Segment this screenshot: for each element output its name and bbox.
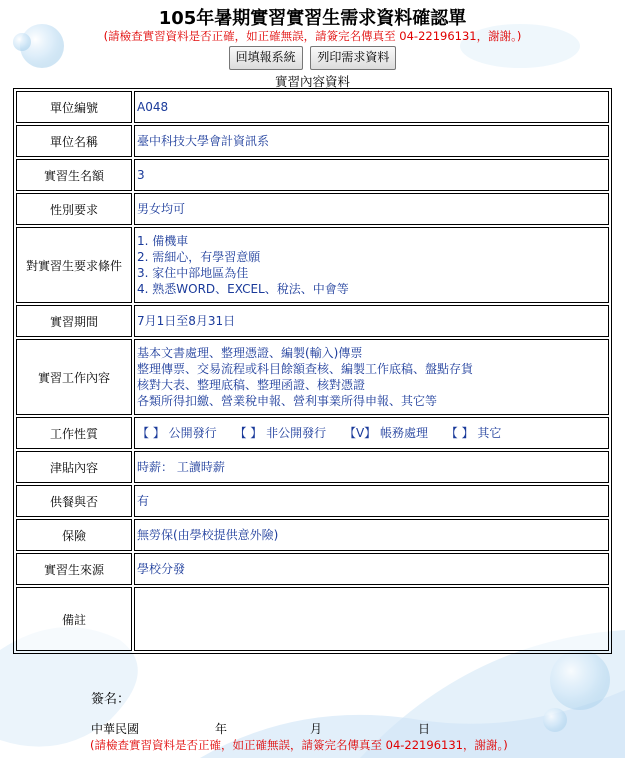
date-year-label: 年	[215, 722, 228, 736]
nature-label: 工作性質	[16, 417, 132, 449]
table-row-conditions	[16, 227, 609, 303]
allowance-label: 津貼內容	[16, 451, 132, 483]
insurance-value: 無勞保(由學校提供意外險)	[134, 519, 609, 551]
quota-value: 3	[134, 159, 609, 191]
unit-name-value: 臺中科技大學會計資訊系	[134, 125, 609, 157]
table-row-insurance	[16, 519, 609, 551]
source-label: 實習生來源	[16, 553, 132, 585]
remark-value	[134, 587, 609, 651]
work-label: 實習工作內容	[16, 339, 132, 415]
page-title: 105年暑期實習實習生需求資料確認單	[158, 8, 467, 29]
allowance-value: 時薪： 工讀時薪	[134, 451, 609, 483]
condition-line: 2. 需細心，有學習意願	[137, 249, 261, 264]
table-row-unit-code	[16, 91, 609, 123]
table-row-quota	[16, 159, 609, 191]
date-month-label: 月	[310, 722, 323, 736]
work-line: 各類所得扣繳、營業稅申報、營利事業所得申報、其它等	[137, 394, 438, 409]
nature-option-other: 【 】 其它	[445, 425, 502, 440]
work-line: 整理傳票、交易流程或科目餘額查核、編製工作底稿、盤點存貨	[137, 361, 474, 376]
unit-code-value: A048	[134, 91, 609, 123]
nature-option-accounting: 【V】 帳務處理	[343, 425, 428, 440]
meal-label: 供餐與否	[16, 485, 132, 517]
table-row-nature	[16, 417, 609, 449]
gender-value: 男女均可	[134, 193, 609, 225]
top-notice: (請檢查實習資料是否正確，如正確無誤，請簽完名傳真至 04-22196131，謝謝。)	[103, 29, 522, 43]
section-title: 實習內容資料	[274, 74, 350, 89]
signature-label: 簽名：	[91, 692, 131, 707]
nature-option-private: 【 】 非公開發行	[234, 425, 327, 440]
work-line: 基本文書處理、整理憑證、編製(輸入)傳票	[137, 345, 363, 360]
table-row-gender	[16, 193, 609, 225]
table-row-unit-name	[16, 125, 609, 157]
condition-line: 4. 熟悉WORD、EXCEL、稅法、中會等	[137, 282, 349, 297]
date-prefix: 中華民國	[91, 722, 140, 736]
print-request-button[interactable]: 列印需求資料	[310, 46, 396, 70]
remark-label: 備註	[16, 587, 132, 651]
nature-value	[134, 417, 609, 449]
table-row-source	[16, 553, 609, 585]
unit-name-label: 單位名稱	[16, 125, 132, 157]
period-value: 7月1日至8月31日	[134, 305, 609, 337]
conditions-label: 對實習生要求條件	[16, 227, 132, 303]
source-value: 學校分發	[134, 553, 609, 585]
conditions-value	[134, 227, 609, 303]
back-to-system-button[interactable]: 回填報系統	[229, 46, 303, 70]
meal-value: 有	[134, 485, 609, 517]
quota-label: 實習生名額	[16, 159, 132, 191]
period-label: 實習期間	[16, 305, 132, 337]
table-row-remark	[16, 587, 609, 651]
table-row-allowance	[16, 451, 609, 483]
work-value	[134, 339, 609, 415]
insurance-label: 保險	[16, 519, 132, 551]
condition-line: 3. 家住中部地區為佳	[137, 266, 249, 280]
nature-option-public: 【 】 公開發行	[137, 425, 217, 440]
bottom-notice: (請檢查實習資料是否正確，如正確無誤，請簽完名傳真至 04-22196131，謝謝。)	[90, 738, 508, 752]
button-row	[0, 46, 625, 70]
gender-label: 性別要求	[16, 193, 132, 225]
date-day-label: 日	[418, 722, 431, 736]
work-line: 核對大表、整理底稿、整理函證、核對憑證	[137, 378, 366, 392]
table-row-period	[16, 305, 609, 337]
condition-line: 1. 備機車	[137, 233, 189, 248]
table-row-meal	[16, 485, 609, 517]
unit-code-label: 單位編號	[16, 91, 132, 123]
table-row-work	[16, 339, 609, 415]
internship-info-table	[13, 88, 612, 654]
